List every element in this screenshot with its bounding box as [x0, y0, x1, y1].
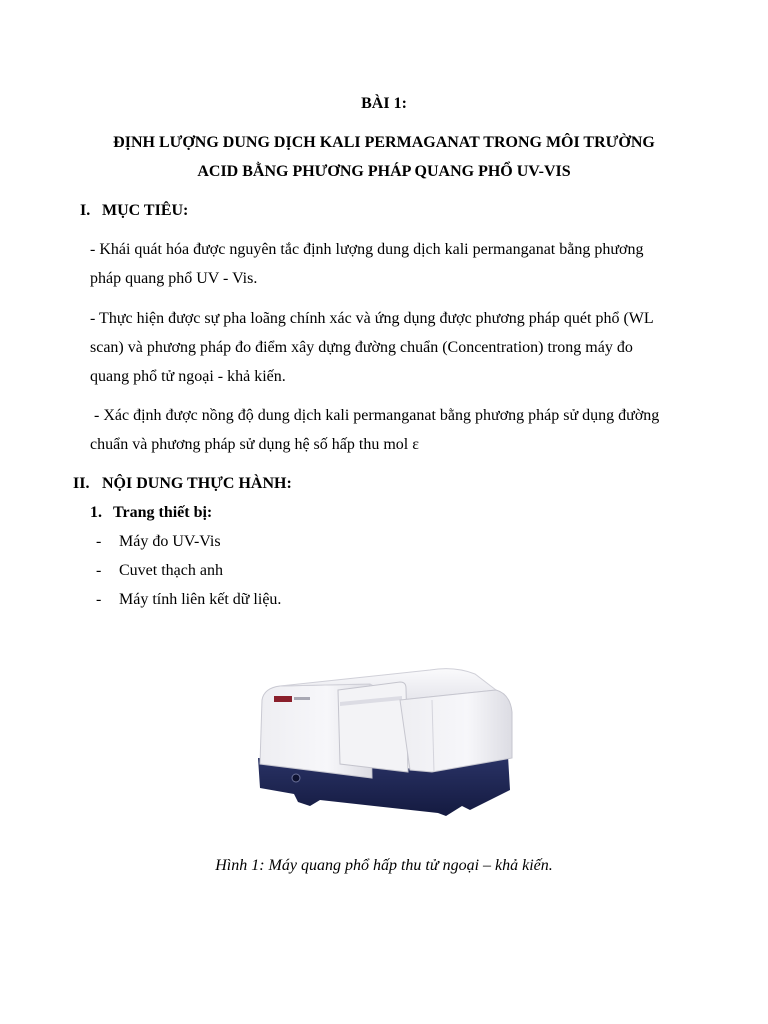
- objective-2-line-2: scan) và phương pháp đo điểm xây dựng đường chuẩn (Concentration) trong máy đo: [90, 339, 633, 356]
- section-2-number: II.: [73, 475, 90, 492]
- figure-caption: Hình 1: Máy quang phổ hấp thu tử ngoại – khả kiến.: [215, 857, 553, 874]
- objective-2-line-3: quang phổ tử ngoại - khả kiến.: [90, 368, 286, 385]
- list-item-dash: -: [96, 562, 102, 579]
- objective-2-line-1: - Thực hiện được sự pha loãng chính xác và ứng dụng được phương pháp quét phổ (WL: [90, 310, 654, 327]
- list-item-dash: -: [96, 533, 102, 550]
- subsection-1-heading: Trang thiết bị:: [113, 504, 213, 521]
- list-item-computer: Máy tính liên kết dữ liệu.: [119, 591, 282, 608]
- title-line-2: ACID BẰNG PHƯƠNG PHÁP QUANG PHỔ UV-VIS: [197, 163, 571, 180]
- section-1-number: I.: [80, 202, 91, 219]
- title-line-1: ĐỊNH LƯỢNG DUNG DỊCH KALI PERMAGANAT TRONG MÔI TRƯỜNG: [113, 134, 655, 151]
- uv-vis-spectrophotometer-icon: [250, 660, 520, 830]
- section-2-heading: NỘI DUNG THỰC HÀNH:: [102, 475, 292, 492]
- lesson-label: BÀI 1:: [361, 95, 407, 112]
- list-item-uv-vis: Máy đo UV-Vis: [119, 533, 221, 550]
- list-item-cuvet: Cuvet thạch anh: [119, 562, 223, 579]
- subsection-1-number: 1.: [90, 504, 102, 521]
- list-item-dash: -: [96, 591, 102, 608]
- objective-1-line-1: - Khái quát hóa được nguyên tắc định lượng dung dịch kali permanganat bằng phương: [90, 241, 644, 258]
- objective-3-line-1: - Xác định được nồng độ dung dịch kali permanganat bằng phương pháp sử dụng đường: [90, 407, 660, 424]
- objective-1-line-2: pháp quang phổ UV - Vis.: [90, 270, 258, 287]
- objective-3-line-2: chuẩn và phương pháp sử dụng hệ số hấp thu mol ε: [90, 436, 419, 453]
- section-1-heading: MỤC TIÊU:: [102, 202, 189, 219]
